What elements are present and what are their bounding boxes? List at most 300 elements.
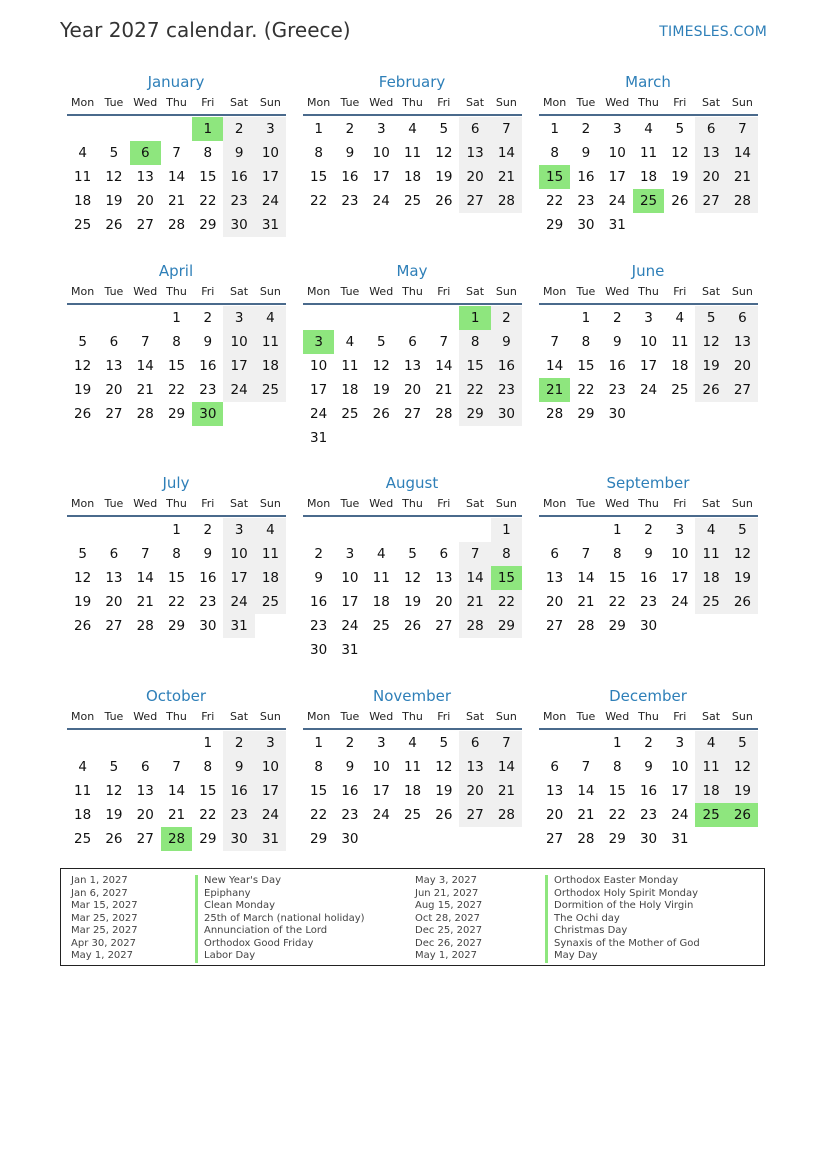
- holiday-date: May 1, 2027: [71, 950, 134, 961]
- day-cell: 8: [612, 546, 622, 562]
- day-cell: 6: [439, 546, 449, 562]
- day-grid: [67, 306, 283, 426]
- day-cell: 25: [255, 590, 286, 614]
- day-cell: 16: [577, 169, 595, 185]
- month-name: March: [625, 73, 671, 91]
- day-cell: 2: [203, 522, 213, 538]
- day-cell: 20: [546, 807, 564, 823]
- holiday-date: Jan 6, 2027: [71, 887, 128, 899]
- day-cell: 25: [255, 378, 286, 402]
- weekday-label: Mon: [543, 285, 567, 298]
- day-cell: 19: [695, 354, 726, 378]
- day-cell: 16: [341, 783, 359, 799]
- day-cell: 9: [223, 755, 254, 779]
- holiday-date: Oct 28, 2027: [415, 912, 480, 924]
- day-cell: 31: [255, 213, 286, 237]
- weekday-label: Sat: [230, 285, 249, 298]
- weekday-label: Wed: [133, 710, 158, 723]
- weekday-header: [539, 281, 758, 305]
- day-cell: 24: [372, 193, 390, 209]
- day-cell: 18: [695, 779, 726, 803]
- day-cell: 24: [608, 193, 626, 209]
- empty-cell: [161, 731, 192, 755]
- weekday-label: Mon: [307, 710, 331, 723]
- empty-cell: [366, 306, 397, 330]
- day-cell: 20: [727, 354, 758, 378]
- weekday-label: Mon: [307, 96, 331, 109]
- day-cell: 4: [408, 735, 417, 751]
- day-cell: 30: [577, 217, 595, 233]
- day-cell: 21: [167, 193, 186, 209]
- month-name: October: [145, 687, 207, 705]
- day-cell: 7: [727, 117, 758, 141]
- day-cell: 13: [546, 783, 564, 799]
- day-cell: 18: [695, 566, 726, 590]
- day-cell: 17: [639, 358, 658, 374]
- day-cell: 2: [314, 546, 323, 562]
- day-cell: 29: [167, 406, 186, 422]
- day-cell: 9: [644, 759, 653, 775]
- weekday-label: Thu: [402, 96, 423, 109]
- day-cell: 12: [727, 542, 758, 566]
- day-cell: 23: [223, 189, 254, 213]
- weekday-label: Tue: [576, 497, 596, 510]
- day-cell: 6: [695, 117, 726, 141]
- day-grid: [67, 518, 283, 638]
- weekday-label: Sat: [230, 96, 249, 109]
- day-cell: 30: [199, 618, 217, 634]
- day-cell: 24: [255, 189, 286, 213]
- weekday-header: [303, 92, 522, 116]
- day-cell: 15: [167, 358, 186, 374]
- weekday-header: [67, 92, 286, 116]
- holiday-date: Dec 25, 2027: [415, 925, 483, 936]
- month-name: April: [158, 262, 194, 280]
- empty-cell: [98, 731, 129, 755]
- month-name: May: [396, 262, 428, 280]
- day-cell: 17: [341, 594, 359, 610]
- empty-cell: [366, 518, 397, 542]
- day-cell: 9: [581, 145, 591, 161]
- day-cell: 4: [695, 518, 726, 542]
- day-cell: 18: [403, 783, 422, 799]
- day-cell: 19: [671, 169, 689, 185]
- weekday-label: Sun: [731, 96, 753, 109]
- holiday-day-cell: 3: [303, 330, 334, 354]
- holiday-names-left: [195, 875, 365, 963]
- day-cell: 29: [491, 614, 522, 638]
- day-cell: 2: [644, 735, 653, 751]
- day-cell: 20: [105, 594, 123, 610]
- day-cell: 22: [546, 193, 564, 209]
- day-cell: 19: [403, 594, 422, 610]
- day-cell: 6: [459, 731, 490, 755]
- day-cell: 14: [167, 169, 186, 185]
- day-grid: [539, 117, 755, 237]
- day-cell: 26: [105, 831, 123, 847]
- brand-link[interactable]: TIMESLES.COM: [659, 24, 767, 40]
- weekday-header: [539, 493, 758, 517]
- day-cell: 24: [671, 807, 689, 823]
- weekday-label: Wed: [133, 96, 158, 109]
- holiday-date: Jan 1, 2027: [71, 875, 128, 886]
- day-cell: 4: [255, 306, 286, 330]
- weekday-label: Sat: [466, 710, 485, 723]
- empty-cell: [539, 731, 570, 755]
- holiday-name: The Ochi day: [545, 913, 700, 926]
- weekday-header: [303, 706, 522, 730]
- day-cell: 16: [199, 358, 217, 374]
- day-cell: 29: [459, 402, 490, 426]
- day-cell: 6: [109, 334, 119, 350]
- day-cell: 11: [255, 330, 286, 354]
- day-cell: 25: [74, 217, 92, 233]
- day-cell: 15: [608, 783, 626, 799]
- empty-cell: [397, 518, 428, 542]
- day-cell: 27: [546, 618, 564, 634]
- day-cell: 15: [310, 783, 328, 799]
- holiday-name: New Year's Day: [195, 875, 365, 888]
- day-cell: 10: [223, 330, 254, 354]
- day-cell: 13: [136, 783, 154, 799]
- day-cell: 17: [223, 354, 254, 378]
- day-cell: 4: [644, 121, 653, 137]
- weekday-label: Wed: [605, 497, 630, 510]
- day-cell: 28: [727, 189, 758, 213]
- day-cell: 11: [74, 169, 92, 185]
- weekday-label: Thu: [638, 96, 659, 109]
- day-cell: 16: [639, 570, 658, 586]
- day-cell: 1: [550, 121, 559, 137]
- day-grid: [539, 518, 755, 638]
- day-cell: 16: [199, 570, 217, 586]
- month-october: [61, 686, 283, 851]
- weekday-label: Thu: [402, 285, 423, 298]
- day-cell: 10: [608, 145, 626, 161]
- weekday-label: Wed: [369, 96, 394, 109]
- weekday-label: Sun: [259, 285, 281, 298]
- day-cell: 12: [105, 783, 123, 799]
- day-cell: 4: [408, 121, 417, 137]
- day-cell: 27: [727, 378, 758, 402]
- empty-cell: [67, 731, 98, 755]
- day-cell: 28: [167, 217, 186, 233]
- day-cell: 9: [203, 334, 213, 350]
- day-cell: 27: [546, 831, 564, 847]
- holiday-date: Mar 15, 2027: [71, 900, 138, 911]
- day-cell: 11: [695, 755, 726, 779]
- day-cell: 19: [435, 783, 453, 799]
- holiday-day-cell: 15: [491, 566, 522, 590]
- weekday-label: Fri: [673, 710, 687, 723]
- day-cell: 10: [671, 546, 689, 562]
- day-cell: 15: [167, 570, 186, 586]
- day-cell: 12: [695, 330, 726, 354]
- empty-cell: [130, 117, 161, 141]
- holiday-name: Clean Monday: [195, 900, 365, 913]
- day-cell: 15: [310, 169, 328, 185]
- weekday-label: Mon: [71, 96, 95, 109]
- day-cell: 7: [581, 759, 591, 775]
- holiday-legend: [60, 868, 765, 966]
- day-cell: 29: [577, 406, 595, 422]
- day-cell: 14: [727, 141, 758, 165]
- weekday-label: Sun: [259, 497, 281, 510]
- holiday-name: Orthodox Holy Spirit Monday: [545, 888, 700, 901]
- day-cell: 13: [435, 570, 453, 586]
- day-cell: 23: [577, 193, 595, 209]
- empty-cell: [303, 518, 334, 542]
- empty-cell: [67, 306, 98, 330]
- day-cell: 14: [136, 570, 154, 586]
- day-cell: 19: [372, 382, 390, 398]
- weekday-label: Mon: [71, 710, 95, 723]
- day-cell: 24: [310, 406, 328, 422]
- day-cell: 5: [78, 546, 87, 562]
- day-cell: 15: [459, 354, 490, 378]
- day-cell: 27: [136, 831, 154, 847]
- month-name: July: [162, 474, 190, 492]
- day-cell: 30: [491, 402, 522, 426]
- day-cell: 27: [459, 189, 490, 213]
- weekday-label: Tue: [576, 285, 596, 298]
- day-cell: 25: [695, 590, 726, 614]
- day-grid: [303, 518, 519, 662]
- day-cell: 6: [550, 546, 559, 562]
- day-cell: 14: [459, 566, 490, 590]
- day-cell: 14: [546, 358, 564, 374]
- day-cell: 16: [341, 169, 359, 185]
- weekday-label: Sat: [466, 96, 485, 109]
- holiday-date: May 1, 2027: [415, 950, 478, 961]
- day-cell: 27: [435, 618, 453, 634]
- day-cell: 5: [408, 546, 417, 562]
- weekday-label: Thu: [166, 96, 187, 109]
- day-cell: 25: [74, 831, 92, 847]
- weekday-label: Thu: [638, 710, 659, 723]
- day-cell: 18: [74, 193, 92, 209]
- day-cell: 30: [223, 827, 254, 851]
- day-cell: 24: [255, 803, 286, 827]
- weekday-label: Fri: [437, 710, 451, 723]
- weekday-label: Wed: [369, 497, 394, 510]
- day-cell: 13: [403, 358, 422, 374]
- day-grid: [67, 731, 283, 851]
- day-cell: 19: [105, 193, 123, 209]
- day-cell: 8: [612, 759, 622, 775]
- day-cell: 16: [223, 779, 254, 803]
- day-cell: 18: [255, 566, 286, 590]
- day-cell: 1: [612, 735, 622, 751]
- day-cell: 20: [459, 779, 490, 803]
- day-cell: 3: [675, 522, 685, 538]
- weekday-label: Wed: [605, 96, 630, 109]
- day-cell: 13: [546, 570, 564, 586]
- day-cell: 2: [581, 121, 591, 137]
- day-cell: 23: [491, 378, 522, 402]
- weekday-label: Tue: [340, 285, 360, 298]
- day-cell: 18: [372, 594, 390, 610]
- day-cell: 5: [376, 334, 386, 350]
- day-cell: 12: [74, 358, 92, 374]
- month-name: February: [378, 73, 446, 91]
- day-cell: 5: [78, 334, 87, 350]
- empty-cell: [570, 731, 601, 755]
- day-cell: 2: [345, 735, 355, 751]
- weekday-header: [539, 92, 758, 116]
- day-cell: 20: [136, 807, 154, 823]
- weekday-label: Mon: [543, 497, 567, 510]
- day-cell: 13: [727, 330, 758, 354]
- day-cell: 5: [675, 121, 685, 137]
- day-grid: [303, 306, 519, 450]
- month-march: [533, 72, 755, 237]
- empty-cell: [539, 518, 570, 542]
- day-cell: 22: [491, 590, 522, 614]
- holiday-day-cell: 6: [130, 141, 161, 165]
- holiday-name: Epiphany: [195, 888, 365, 901]
- empty-cell: [67, 518, 98, 542]
- day-cell: 19: [435, 169, 453, 185]
- day-cell: 27: [695, 189, 726, 213]
- day-cell: 5: [695, 306, 726, 330]
- weekday-label: Sun: [495, 96, 517, 109]
- day-cell: 28: [136, 406, 154, 422]
- weekday-label: Mon: [71, 497, 95, 510]
- weekday-label: Fri: [437, 285, 451, 298]
- day-cell: 4: [675, 310, 685, 326]
- day-cell: 3: [644, 310, 653, 326]
- day-cell: 23: [341, 807, 359, 823]
- empty-cell: [98, 518, 129, 542]
- day-cell: 14: [167, 783, 186, 799]
- weekday-label: Sun: [259, 710, 281, 723]
- day-cell: 10: [372, 759, 390, 775]
- weekday-label: Sat: [466, 285, 485, 298]
- day-cell: 12: [435, 759, 453, 775]
- day-cell: 16: [310, 594, 328, 610]
- day-cell: 3: [376, 121, 386, 137]
- weekday-header: [303, 493, 522, 517]
- day-cell: 30: [310, 642, 328, 658]
- day-cell: 20: [403, 382, 422, 398]
- weekday-label: Wed: [133, 497, 158, 510]
- weekday-label: Fri: [201, 710, 215, 723]
- empty-cell: [98, 117, 129, 141]
- holiday-date: Dec 26, 2027: [415, 937, 483, 949]
- empty-cell: [67, 117, 98, 141]
- day-grid: [67, 117, 283, 237]
- day-cell: 2: [644, 522, 653, 538]
- weekday-label: Sat: [466, 497, 485, 510]
- empty-cell: [570, 518, 601, 542]
- day-grid: [303, 117, 519, 213]
- day-cell: 9: [314, 570, 323, 586]
- day-cell: 3: [612, 121, 622, 137]
- day-cell: 8: [172, 546, 181, 562]
- holiday-name: Dormition of the Holy Virgin: [545, 900, 700, 913]
- day-cell: 9: [644, 546, 653, 562]
- day-grid: [539, 306, 755, 426]
- weekday-header: [67, 706, 286, 730]
- day-cell: 26: [671, 193, 689, 209]
- day-cell: 30: [223, 213, 254, 237]
- day-cell: 20: [105, 382, 123, 398]
- month-july: [61, 473, 283, 638]
- month-name: September: [606, 474, 690, 492]
- day-cell: 8: [314, 759, 323, 775]
- month-name: January: [147, 73, 205, 91]
- day-cell: 25: [341, 406, 359, 422]
- weekday-label: Mon: [543, 710, 567, 723]
- day-cell: 17: [310, 382, 328, 398]
- weekday-label: Sun: [731, 710, 753, 723]
- day-cell: 28: [577, 618, 595, 634]
- month-june: [533, 261, 755, 426]
- holiday-day-cell: 1: [459, 306, 490, 330]
- day-cell: 24: [671, 594, 689, 610]
- day-cell: 12: [727, 755, 758, 779]
- day-cell: 11: [341, 358, 359, 374]
- weekday-label: Mon: [307, 497, 331, 510]
- day-cell: 2: [203, 310, 213, 326]
- day-cell: 28: [577, 831, 595, 847]
- day-cell: 9: [612, 334, 622, 350]
- month-february: [297, 72, 519, 213]
- day-cell: 5: [109, 145, 119, 161]
- day-cell: 18: [639, 169, 658, 185]
- day-cell: 13: [136, 169, 154, 185]
- day-cell: 21: [435, 382, 453, 398]
- day-cell: 19: [727, 566, 758, 590]
- weekday-label: Thu: [638, 497, 659, 510]
- day-cell: 25: [403, 193, 422, 209]
- weekday-label: Fri: [673, 96, 687, 109]
- day-cell: 1: [172, 522, 181, 538]
- day-cell: 5: [439, 121, 449, 137]
- day-cell: 26: [74, 406, 92, 422]
- day-cell: 12: [372, 358, 390, 374]
- day-cell: 16: [223, 165, 254, 189]
- weekday-label: Thu: [166, 285, 187, 298]
- day-cell: 3: [376, 735, 386, 751]
- day-cell: 22: [577, 382, 595, 398]
- weekday-label: Sun: [495, 285, 517, 298]
- weekday-label: Wed: [133, 285, 158, 298]
- day-cell: 29: [546, 217, 564, 233]
- day-cell: 17: [372, 783, 390, 799]
- holiday-date: Mar 25, 2027: [71, 925, 138, 936]
- day-cell: 12: [403, 570, 422, 586]
- day-cell: 16: [639, 783, 658, 799]
- day-cell: 10: [341, 570, 359, 586]
- month-april: [61, 261, 283, 426]
- day-cell: 31: [310, 430, 328, 446]
- day-cell: 5: [727, 731, 758, 755]
- empty-cell: [98, 306, 129, 330]
- weekday-label: Fri: [437, 497, 451, 510]
- day-cell: 8: [459, 330, 490, 354]
- day-cell: 12: [105, 169, 123, 185]
- day-cell: 11: [74, 783, 92, 799]
- day-cell: 15: [608, 570, 626, 586]
- day-cell: 11: [403, 145, 422, 161]
- holiday-date: May 3, 2027: [415, 875, 478, 886]
- weekday-label: Tue: [576, 96, 596, 109]
- day-cell: 29: [608, 618, 626, 634]
- holiday-day-cell: 30: [192, 402, 223, 426]
- holiday-name: Orthodox Easter Monday: [545, 875, 700, 888]
